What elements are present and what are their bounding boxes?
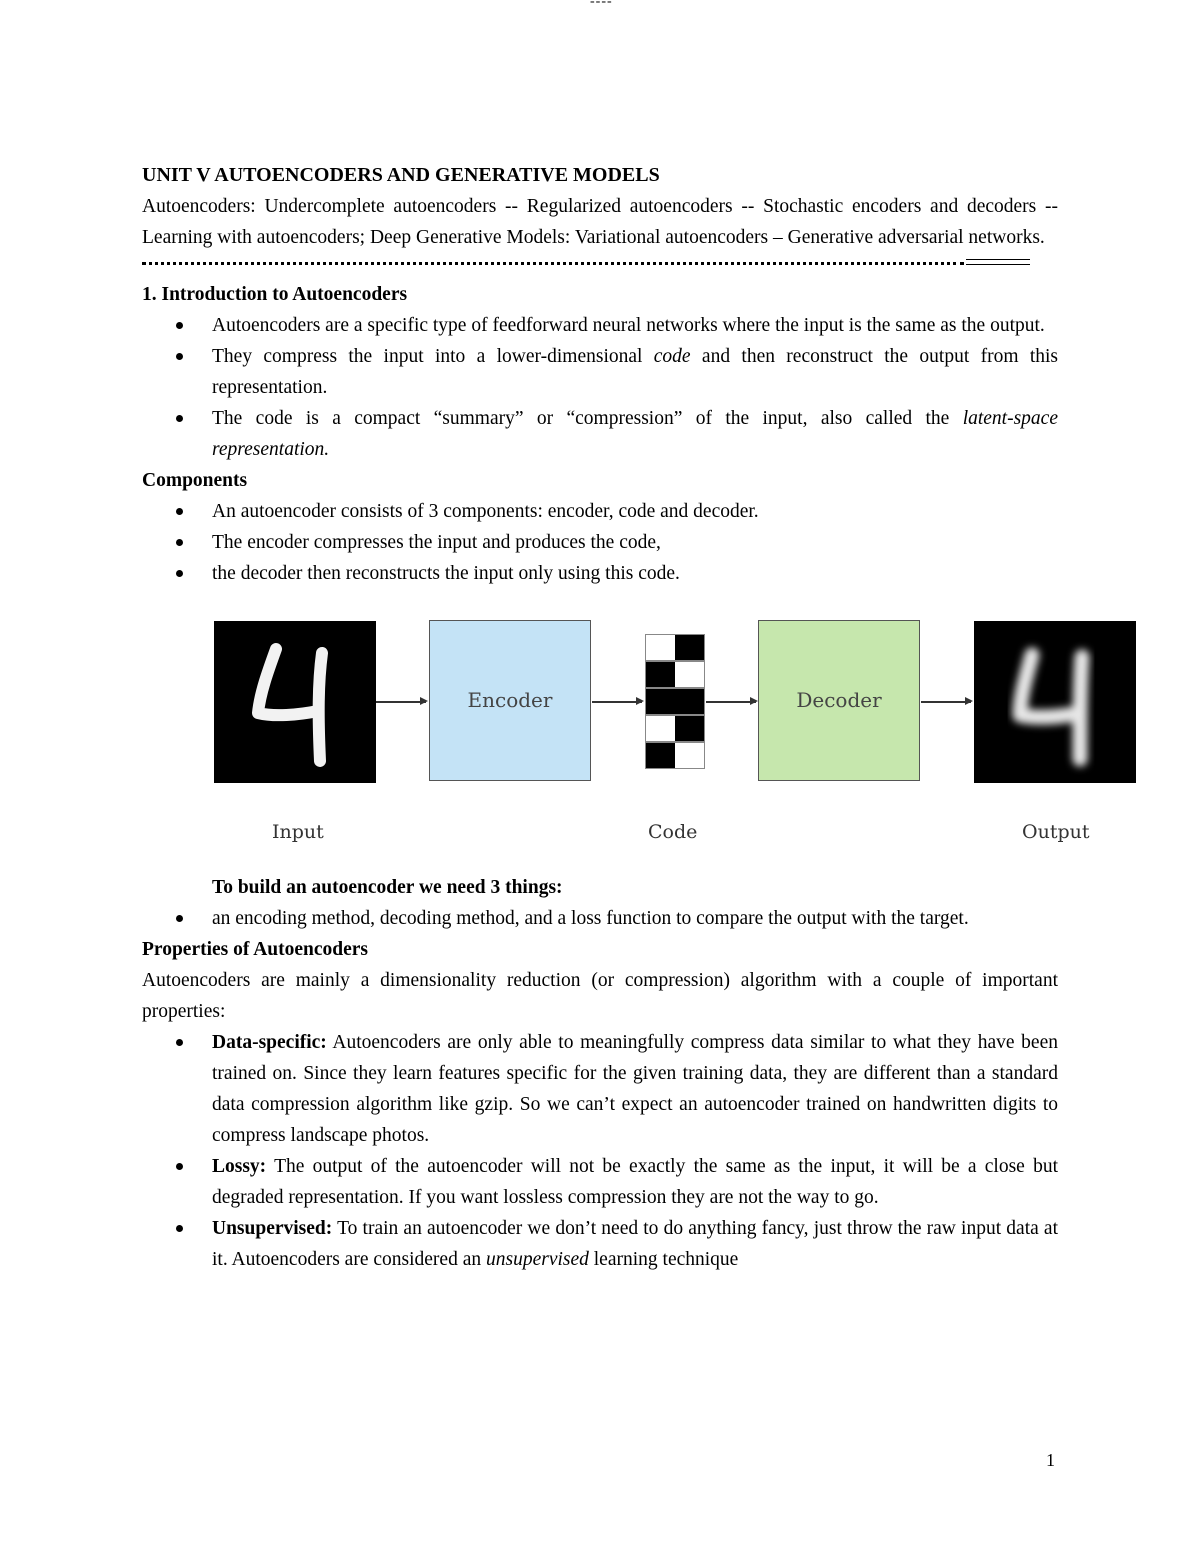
encoder-box [429,620,591,781]
bullet-icon [176,1039,183,1046]
digit-four-reconstructed-icon [974,621,1136,783]
bullet-icon [176,1163,183,1170]
list-item [142,558,1058,589]
list-item-text: Autoencoders are a specific type of feedforward neural networks where the input is the same as the output. [212,315,1045,336]
code-caption: Code [648,821,698,843]
list-item-text: An autoencoder consists of 3 components: encoder, code and decoder. [212,501,759,522]
arrow-decoder-to-output [921,701,971,703]
list-item [142,310,1058,341]
components-list [142,496,1058,589]
list-item [142,341,1058,403]
list-item-text: They compress the input into a lower-dimensional [212,346,654,367]
dotted-rule [142,262,964,265]
encoder-label: Encoder [467,688,553,712]
property-text: The output of the autoencoder will not be exactly the same as the input, it will be a close but degraded representation. If you want lossless compression they are not the way to go. [212,1156,1058,1208]
list-item [142,1151,1058,1213]
list-item [142,1213,1058,1275]
unit-title: UNIT V AUTOENCODERS AND GENERATIVE MODELS [142,164,660,186]
bullet-icon [176,570,183,577]
syllabus-text: Autoencoders: Undercomplete autoencoders -- Regularized autoencoders -- Stochastic encoders and decoders -- Learning with autoencoders; Deep Generative Models: Variational autoencoders – Generative adversarial networks. [142,196,1058,248]
code-cell [645,688,705,715]
list-item-text: the decoder then reconstructs the input only using this code. [212,563,680,584]
bullet-icon [176,322,183,329]
section-heading-components: Components [142,470,248,491]
input-caption: Input [272,821,324,843]
header-mark: ---- [590,0,613,9]
decoder-label: Decoder [796,688,882,712]
code-vector [645,634,705,769]
list-item-text: and then reconstruct the output from this representation. [212,346,1058,398]
list-item [142,1027,1058,1151]
document-body [142,160,1090,1275]
section-divider [142,259,1058,279]
section-heading-properties: Properties of Autoencoders [142,939,369,960]
emphasis-latent-space: latent-space representation. [212,408,1058,460]
input-digit-image [214,621,376,783]
output-digit-image [974,621,1136,783]
list-item [142,527,1058,558]
digit-four-icon [214,621,376,783]
list-item-text: an encoding method, decoding method, and a loss function to compare the output with the target. [212,908,969,929]
property-term: Data-specific: [212,1032,327,1053]
autoencoder-diagram [142,607,1090,872]
bullet-icon [176,539,183,546]
list-item-text: The encoder compresses the input and produces the code, [212,532,661,553]
list-item [142,403,1058,465]
bullet-icon [176,353,183,360]
bullet-icon [176,915,183,922]
list-item [142,903,1058,934]
emphasis-unsupervised: unsupervised [485,1249,589,1270]
page-number: 1 [1046,1450,1055,1470]
code-cell [645,742,705,769]
code-cell [645,634,705,661]
arrow-encoder-to-code [592,701,642,703]
bullet-icon [176,415,183,422]
property-text: learning technique [588,1249,739,1270]
arrow-code-to-decoder [706,701,756,703]
properties-list [142,1027,1058,1275]
code-cell [645,715,705,742]
arrow-input-to-encoder [376,701,426,703]
bullet-icon [176,508,183,515]
properties-intro: Autoencoders are mainly a dimensionality reduction (or compression) algorithm with a couple of important properties: [142,970,1058,1022]
decoder-box [758,620,920,781]
emphasis-code: code [653,346,691,367]
introduction-list [142,310,1058,465]
build-heading: To build an autoencoder we need 3 things: [212,877,563,898]
property-text: Autoencoders are only able to meaningfully compress data similar to what they have been trained on. Since they learn features specific for the given training data, they are different than a standard data compression algorithm like gzip. So we can’t expect an autoencoder trained on handwritten digits to compress landscape photos. [212,1032,1058,1146]
property-text: To train an autoencoder we don’t need to do anything fancy, just throw the raw input data at it. Autoencoders are considered an [212,1218,1058,1270]
list-item-text: The code is a compact “summary” or “compression” of the input, also called the [212,408,963,429]
output-caption: Output [1022,821,1090,843]
bullet-icon [176,1225,183,1232]
property-term: Lossy: [212,1156,267,1177]
property-term: Unsupervised: [212,1218,333,1239]
double-rule [966,259,1030,265]
code-cell [645,661,705,688]
build-list [142,903,1058,934]
section-heading-introduction: 1. Introduction to Autoencoders [142,284,408,305]
list-item [142,496,1058,527]
